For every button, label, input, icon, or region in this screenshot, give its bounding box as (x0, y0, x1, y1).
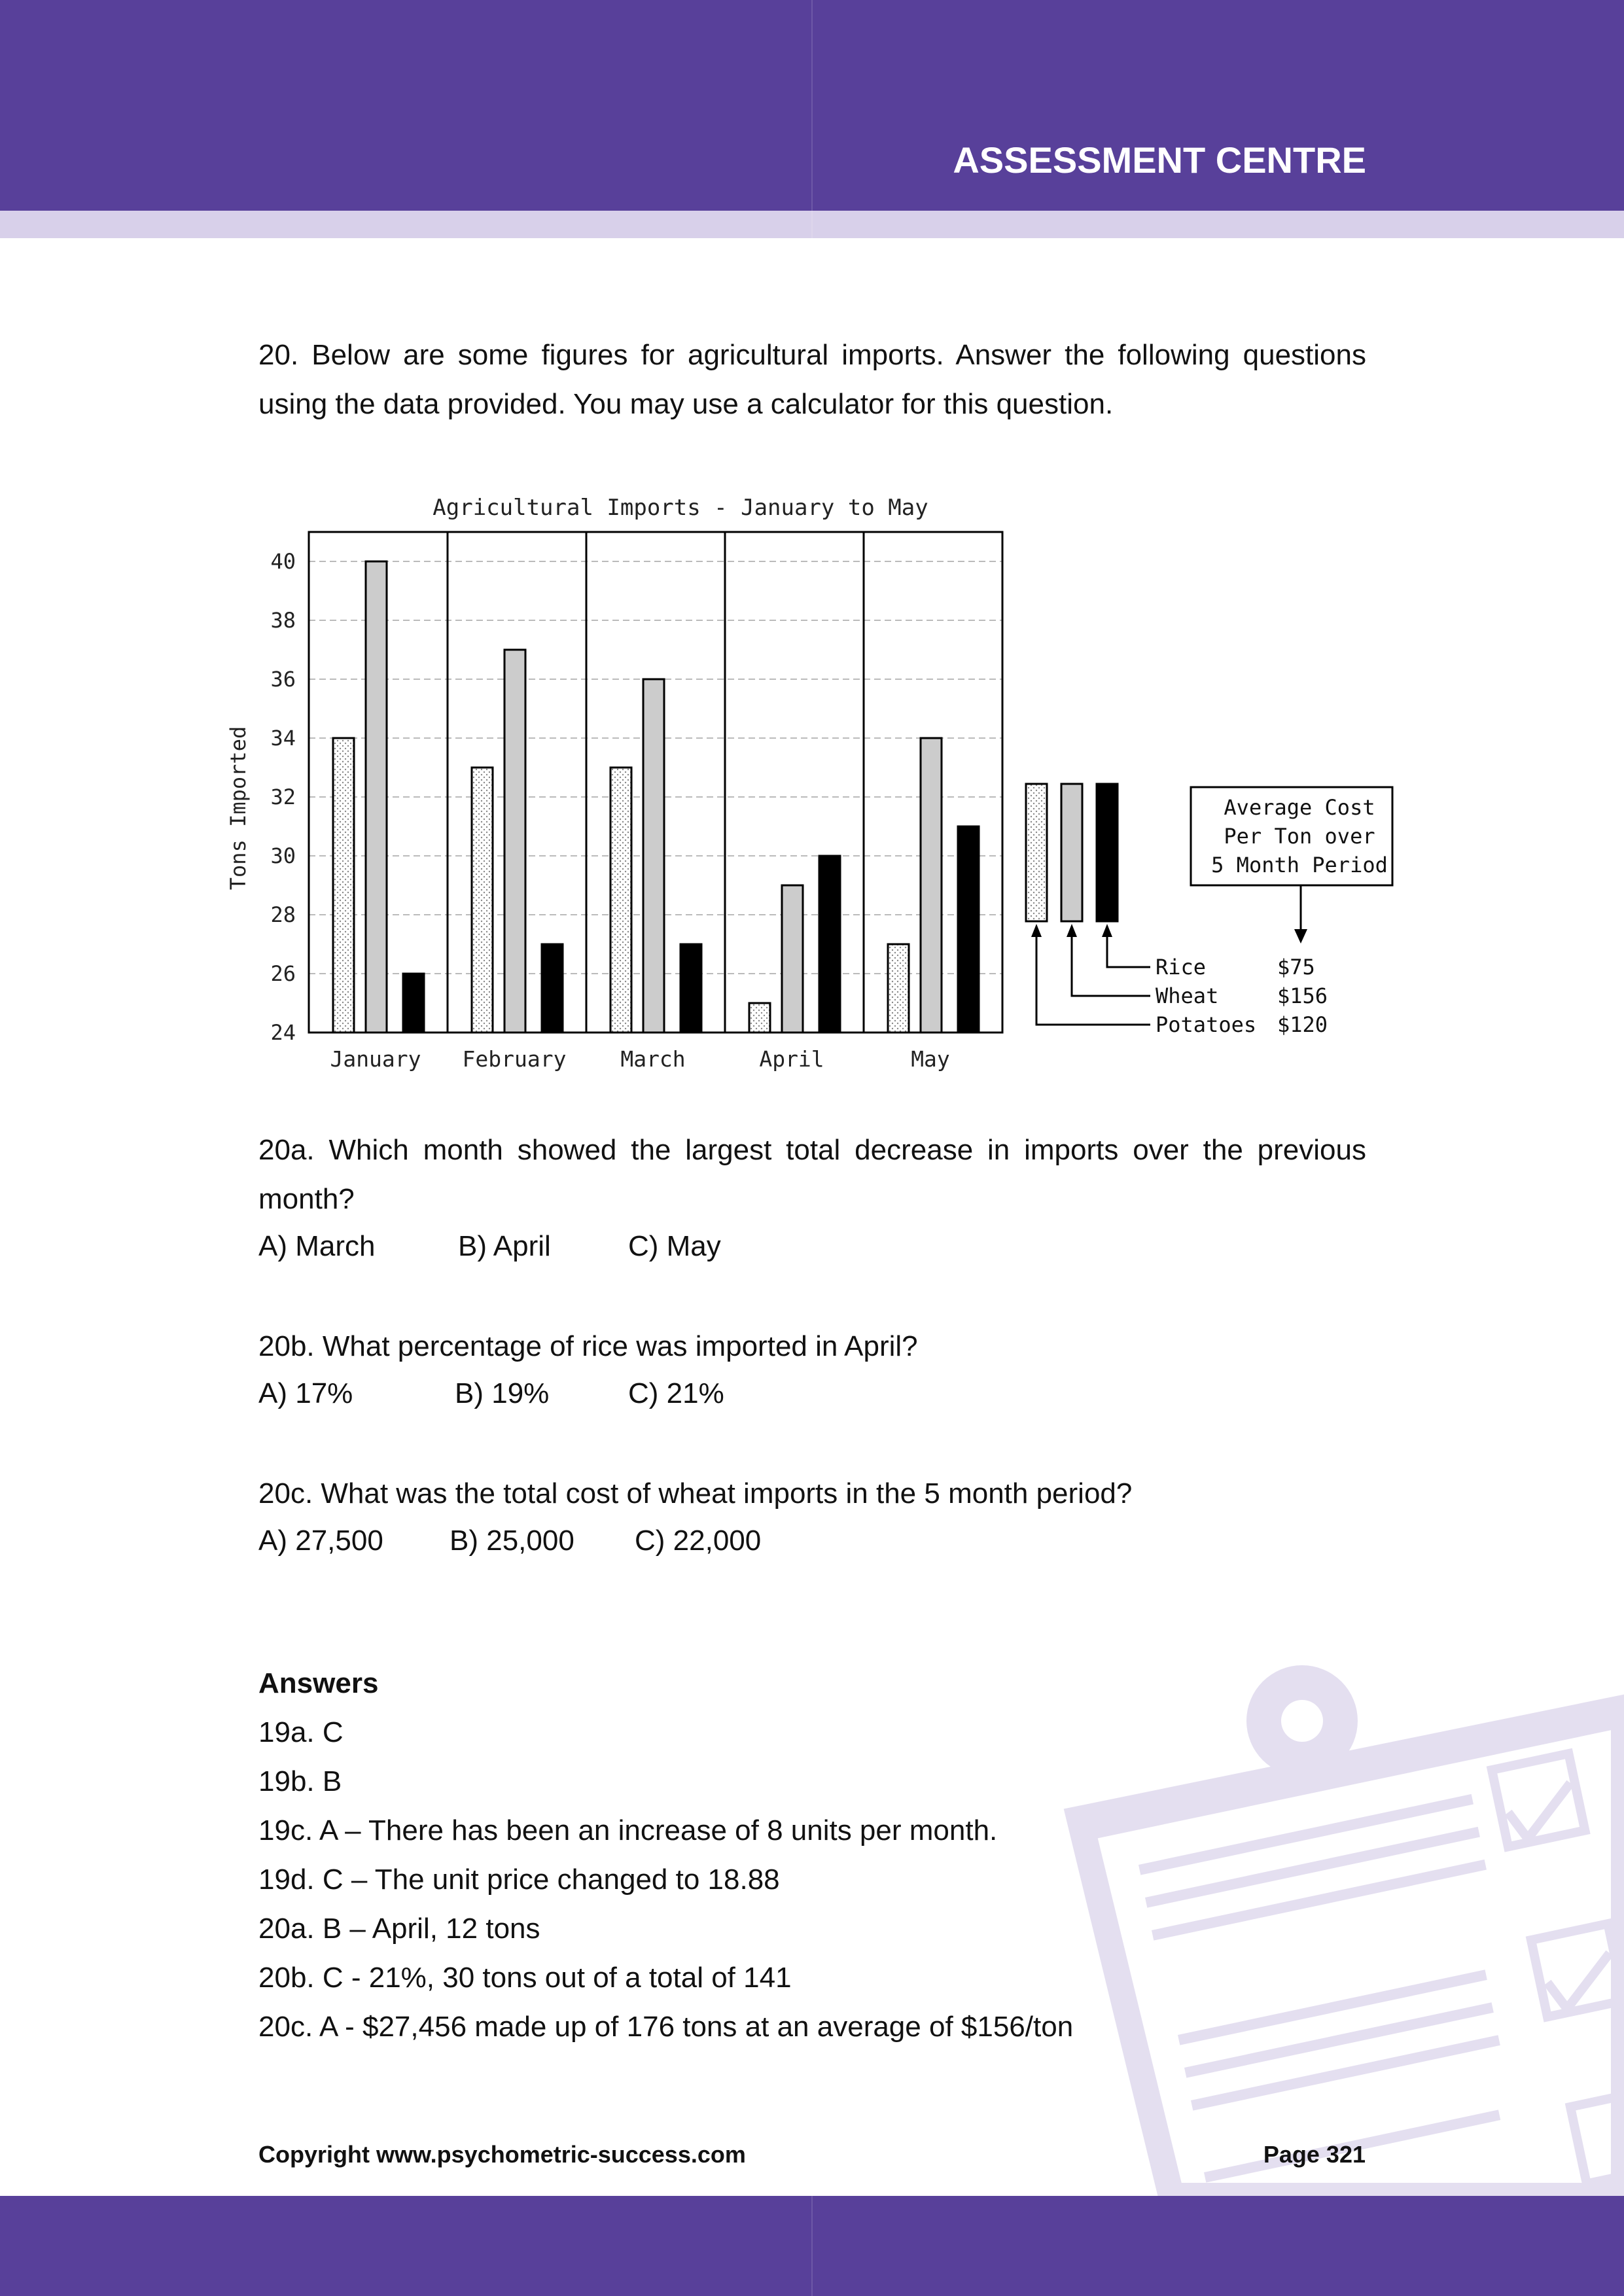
bar-potatoes-january (333, 738, 354, 1033)
footer-divider (811, 2196, 813, 2296)
legend-label-rice: Rice (1156, 955, 1207, 980)
bar-potatoes-march (610, 768, 631, 1033)
bar-potatoes-february (472, 768, 493, 1033)
answer-line: 19c. A – There has been an increase of 8 units per month. (258, 1814, 998, 1846)
x-tick-label: January (330, 1046, 421, 1072)
y-tick-labels (270, 549, 296, 1045)
legend-arrowheads (1031, 924, 1112, 937)
header-divider (811, 0, 813, 238)
bar-wheat-may (921, 738, 942, 1033)
legend-cost-potatoes: $120 (1277, 1012, 1328, 1037)
clipboard-checklist-icon (1008, 1649, 1624, 2196)
y-axis-label: Tons Imported (226, 726, 251, 891)
bar-rice-may (958, 826, 979, 1033)
y-tick-label: 34 (270, 726, 296, 751)
answer-line: 19d. C – The unit price changed to 18.88 (258, 1863, 780, 1896)
option-20a-b: B) April (458, 1230, 551, 1262)
footer-page-number: Page 321 (1263, 2141, 1366, 2168)
average-cost-box-line-1: Average Cost (1224, 795, 1375, 820)
bar-wheat-april (782, 885, 803, 1033)
legend-label-wheat: Wheat (1156, 983, 1219, 1008)
option-20b-c: C) 21% (628, 1377, 724, 1409)
option-20b-b: B) 19% (455, 1377, 550, 1409)
average-cost-box-line-2: Per Ton over (1224, 824, 1375, 849)
agricultural-imports-chart (216, 478, 1394, 1086)
option-20c-c: C) 22,000 (635, 1525, 762, 1557)
x-tick-label: May (911, 1046, 950, 1072)
x-tick-labels (330, 1046, 949, 1072)
legend-cost-wheat: $156 (1277, 983, 1328, 1008)
x-tick-label: February (462, 1046, 567, 1072)
answer-line: 19b. B (258, 1765, 342, 1797)
x-tick-label: April (759, 1046, 824, 1072)
y-tick-label: 32 (270, 785, 296, 809)
option-20a-c: C) May (628, 1230, 721, 1262)
legend-label-potatoes: Potatoes (1156, 1012, 1257, 1037)
question-20c: 20c. What was the total cost of wheat imports in the 5 month period? (258, 1477, 1133, 1510)
answer-line: 20c. A - $27,456 made up of 176 tons at an average of $156/ton (258, 2011, 1074, 2043)
y-tick-label: 40 (270, 549, 296, 574)
question-20b: 20b. What percentage of rice was imported in April? (258, 1330, 918, 1362)
bar-rice-february (542, 944, 563, 1033)
option-20c-a: A) 27,500 (258, 1525, 383, 1557)
legend-swatch-wheat (1061, 784, 1082, 921)
y-tick-label: 38 (270, 608, 296, 633)
bar-wheat-march (643, 679, 664, 1033)
average-cost-box-line-3: 5 Month Period (1211, 853, 1388, 877)
answers-heading: Answers (258, 1667, 379, 1699)
answer-line: 20a. B – April, 12 tons (258, 1913, 540, 1945)
legend-connectors (1036, 929, 1150, 1025)
chart-title: Agricultural Imports - January to May (432, 495, 928, 521)
bar-potatoes-may (888, 944, 909, 1033)
page-header-title: ASSESSMENT CENTRE (953, 139, 1366, 181)
y-tick-label: 24 (270, 1020, 296, 1045)
answer-line: 20b. C - 21%, 30 tons out of a total of 141 (258, 1962, 792, 1994)
answer-line: 19a. C (258, 1716, 344, 1748)
cost-box-arrowhead (1294, 929, 1307, 944)
bar-wheat-february (504, 650, 525, 1033)
bar-potatoes-april (749, 1003, 770, 1033)
option-20c-b: B) 25,000 (450, 1525, 574, 1557)
bar-rice-january (403, 974, 424, 1033)
bar-wheat-january (366, 561, 387, 1033)
x-tick-label: March (620, 1046, 686, 1072)
question-intro: 20. Below are some figures for agricultural imports. Answer the following questions using the data provided. You may use a calculator for this question. (258, 339, 1366, 420)
legend-swatch-potatoes (1026, 784, 1047, 921)
y-tick-label: 28 (270, 902, 296, 927)
legend-cost-rice: $75 (1277, 955, 1315, 980)
y-tick-label: 36 (270, 667, 296, 692)
legend-swatch-rice (1097, 784, 1118, 921)
bar-rice-april (819, 856, 840, 1033)
option-20a-a: A) March (258, 1230, 376, 1262)
y-tick-label: 26 (270, 961, 296, 986)
y-tick-label: 30 (270, 843, 296, 868)
question-20a: 20a. Which month showed the largest total decrease in imports over the previous month? (258, 1134, 1366, 1215)
bar-rice-march (680, 944, 701, 1033)
option-20b-a: A) 17% (258, 1377, 353, 1409)
footer-copyright: Copyright www.psychometric-success.com (258, 2141, 746, 2168)
